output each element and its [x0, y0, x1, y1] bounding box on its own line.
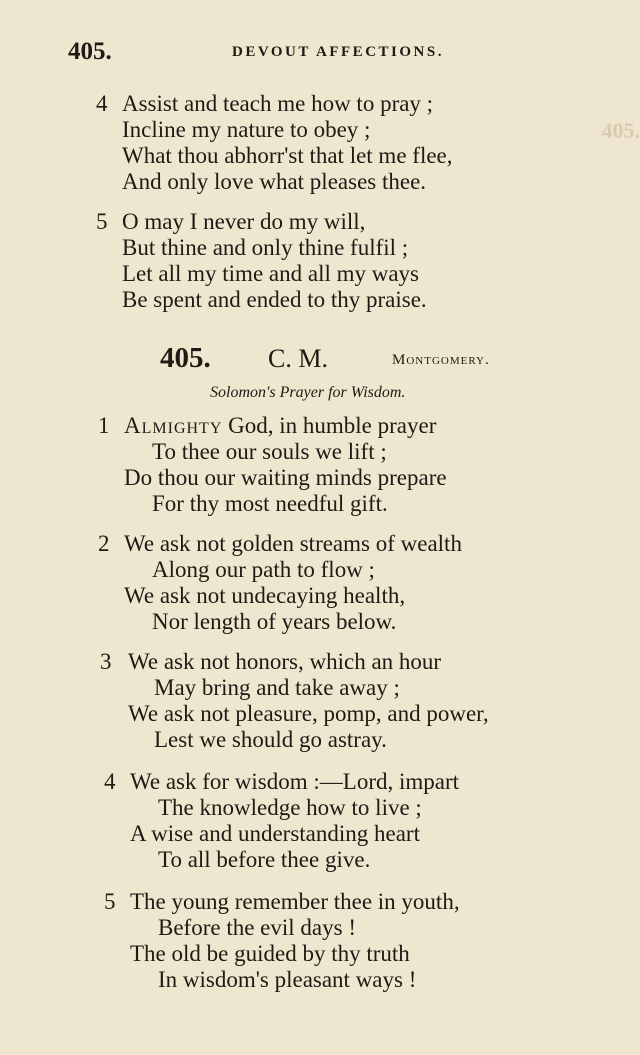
hymn-author: Montgomery. [392, 352, 490, 368]
verse-line: May bring and take away ; [154, 675, 400, 700]
verse-line: Along our path to flow ; [152, 557, 375, 582]
book-page: 405. 405. DEVOUT AFFECTIONS. 4 Assist and teach me how to pray ; Incline my nature to obey ; What thou abhorr'st that let me flee, And only love what pleases thee. 5 O may I never do my will, But thine and only thine fulfil ; Let all my time and all my ways Be spent and ended to thy praise. 405. C. M. Montgomery. Solomon's Prayer for Wisdom. 1 Almighty God, in humble prayer To thee our souls we lift ; Do thou our waiting minds prepare For thy most needful gift. 2 We ask not golden streams of wealth Along our path to flow ; We ask not undecaying health, Nor length of years below. 3 We ask not honors, which an hour May bring and take away ; We ask not pleasure, pomp, and power, Lest we should go astray. 4 We ask for wisdom :—Lord, impart The knowledge how to live ; A wise and understanding heart To all before thee give. 5 The young remember thee in youth, Before the evil days ! The old be guided by thy truth In wisdom's pleasant ways ! [68, 38, 640, 992]
stanza-number: 1 [98, 413, 110, 438]
verse-line: What thou abhorr'st that let me flee, [122, 143, 453, 168]
stanza-number: 5 [104, 889, 116, 914]
verse-line [124, 414, 436, 437]
verse-line: Nor length of years below. [152, 609, 397, 634]
stanza-number: 4 [96, 91, 108, 116]
running-title: DEVOUT AFFECTIONS. [232, 44, 444, 60]
verse-line: Assist and teach me how to pray ; [122, 91, 434, 116]
verse-line: We ask not pleasure, pomp, and power, [128, 701, 489, 726]
verse-line: The young remember thee in youth, [130, 889, 460, 914]
page-number: 405. [68, 38, 112, 65]
verse-line: The knowledge how to live ; [158, 795, 422, 820]
verse-line: We ask not honors, which an hour [128, 649, 442, 674]
verse-line: The old be guided by thy truth [130, 941, 410, 966]
first-word: Almighty [124, 413, 223, 438]
stanza-number: 5 [96, 209, 108, 234]
verse-line: In wisdom's pleasant ways ! [158, 967, 417, 992]
verse-line: To all before thee give. [158, 847, 371, 872]
verse-line: We ask not undecaying health, [124, 583, 406, 608]
verse-line: For thy most needful gift. [152, 491, 388, 516]
verse-line: And only love what pleases thee. [122, 169, 427, 194]
verse-line: A wise and understanding heart [130, 821, 420, 846]
verse-line: Incline my nature to obey ; [122, 117, 371, 142]
verse-line: Do thou our waiting minds prepare [124, 465, 447, 490]
first-line-rest: God, in humble prayer [222, 413, 437, 438]
verse-line: But thine and only thine fulfil ; [122, 235, 409, 260]
stanza-number: 4 [104, 769, 116, 794]
verse-line: To thee our souls we lift ; [152, 439, 387, 464]
verse-line: We ask for wisdom :—Lord, impart [130, 769, 460, 794]
verse-line: We ask not golden streams of wealth [124, 531, 462, 556]
verse-line: Lest we should go astray. [154, 727, 387, 752]
hymn-subtitle: Solomon's Prayer for Wisdom. [210, 384, 406, 401]
verse-line: O may I never do my will, [122, 209, 366, 234]
hymn-meter: C. M. [268, 344, 328, 373]
stanza-number: 2 [98, 531, 110, 556]
stanza-number: 3 [100, 649, 112, 674]
verse-line: Be spent and ended to thy praise. [122, 287, 427, 312]
verse-line: Let all my time and all my ways [122, 261, 420, 286]
verse-line: Before the evil days ! [158, 915, 356, 940]
hymn-number: 405. [160, 342, 211, 374]
